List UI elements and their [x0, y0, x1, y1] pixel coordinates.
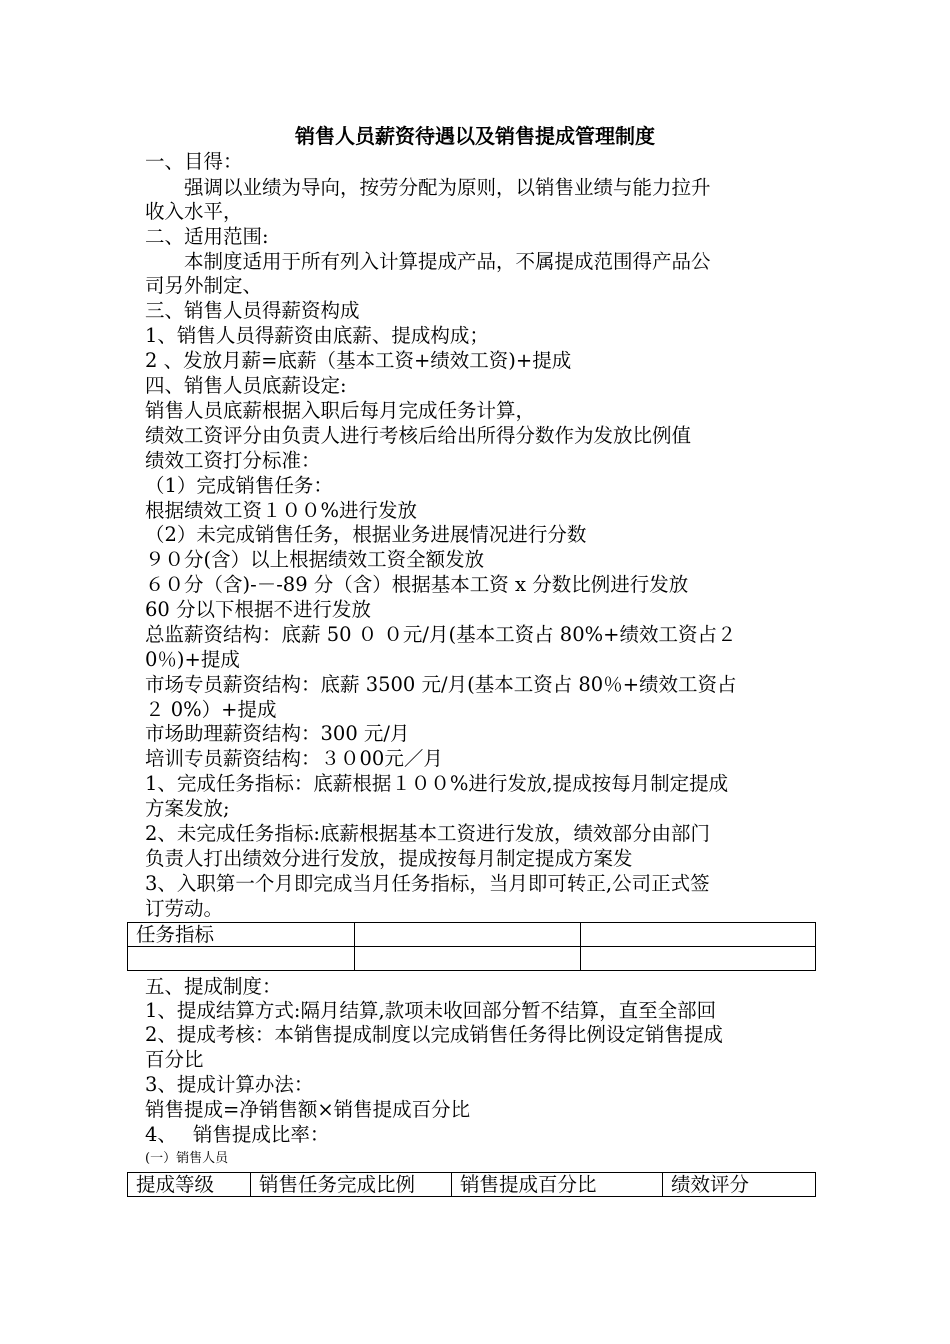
text-line: 绩效工资打分标准： [145, 449, 321, 472]
commission-rate-table [127, 1172, 816, 1197]
table-cell [581, 923, 816, 947]
text-line: 收入水平， [145, 200, 243, 223]
text-line: 2、提成考核：本销售提成制度以完成销售任务得比例设定销售提成 [145, 1023, 723, 1046]
text-line: （1）完成销售任务： [145, 474, 333, 497]
document-title: 销售人员薪资待遇以及销售提成管理制度 [295, 124, 655, 148]
table-cell [355, 923, 581, 947]
text-line: ６０分（含)-－-89 分（含）根据基本工资 x 分数比例进行发放 [145, 573, 689, 596]
text-line: 总监薪资结构：底薪 50 ０ ０元/月(基本工资占 80%+绩效工资占２ [145, 623, 737, 646]
table-row [128, 947, 816, 971]
text-line: （2）未完成销售任务，根据业务进展情况进行分数 [145, 523, 587, 546]
text-line: 销售提成=净销售额×销售提成百分比 [145, 1098, 471, 1121]
text-line: 市场专员薪资结构：底薪 3500 元/月(基本工资占 80％+绩效工资占 [145, 673, 737, 696]
text-line: 4、 销售提成比率： [145, 1123, 330, 1146]
column-header: 绩效评分 [663, 1173, 816, 1197]
text-line: 负责人打出绩效分进行发放，提成按每月制定提成方案发 [145, 847, 633, 870]
text-line: 60 分以下根据不进行发放 [145, 598, 372, 621]
text-line: 3、提成计算办法： [145, 1073, 314, 1096]
text-line: 销售人员底薪根据入职后每月完成任务计算， [145, 399, 536, 422]
table-cell [355, 947, 581, 971]
text-line: 五、提成制度： [145, 975, 282, 998]
text-line: 根据绩效工资１００%进行发放 [145, 499, 418, 522]
text-line: 绩效工资评分由负责人进行考核后给出所得分数作为发放比例值 [145, 424, 692, 447]
text-line: 本制度适用于所有列入计算提成产品，不属提成范围得产品公 [145, 250, 711, 273]
column-header: 销售任务完成比例 [251, 1173, 452, 1197]
text-line: 四、销售人员底薪设定: [145, 374, 347, 397]
text-line: 强调以业绩为导向，按劳分配为原则，以销售业绩与能力拉升 [145, 176, 711, 199]
table-row [128, 923, 816, 947]
table-header-row [128, 1173, 816, 1197]
table-cell [128, 947, 355, 971]
table-cell [581, 947, 816, 971]
text-line: 订劳动。 [145, 897, 224, 920]
text-line: ９０分(含）以上根据绩效工资全额发放 [145, 548, 485, 571]
task-indicator-table [127, 922, 816, 971]
subheading: (一）销售人员 [145, 1151, 229, 1166]
text-line: 1、完成任务指标：底薪根据１００%进行发放,提成按每月制定提成 [145, 772, 729, 795]
text-line: 2、未完成任务指标:底薪根据基本工资进行发放，绩效部分由部门 [145, 822, 710, 845]
text-line: ２ 0%）+提成 [145, 698, 277, 721]
text-line: 百分比 [145, 1048, 204, 1071]
table-cell: 任务指标 [128, 923, 355, 947]
text-line: 二、适用范围: [145, 225, 269, 248]
text-line: 0％)+提成 [145, 648, 240, 671]
text-line: 1、销售人员得薪资由底薪、提成构成； [145, 324, 489, 347]
text-line: 司另外制定、 [145, 274, 263, 297]
text-line: 一、目得： [145, 150, 243, 173]
text-line: 三、销售人员得薪资构成 [145, 299, 360, 322]
column-header: 销售提成百分比 [452, 1173, 663, 1197]
text-line: 3、入职第一个月即完成当月任务指标，当月即可转正,公司正式签 [145, 872, 710, 895]
text-line: 市场助理薪资结构：300 元/月 [145, 722, 410, 745]
column-header: 提成等级 [128, 1173, 251, 1197]
text-line: 2 、发放月薪=底薪（基本工资+绩效工资)+提成 [145, 349, 572, 372]
text-line: 1、提成结算方式:隔月结算,款项未收回部分暂不结算，直至全部回 [145, 999, 717, 1022]
text-line: 方案发放; [145, 797, 230, 820]
text-line: 培训专员薪资结构：３０00元／月 [145, 747, 443, 770]
